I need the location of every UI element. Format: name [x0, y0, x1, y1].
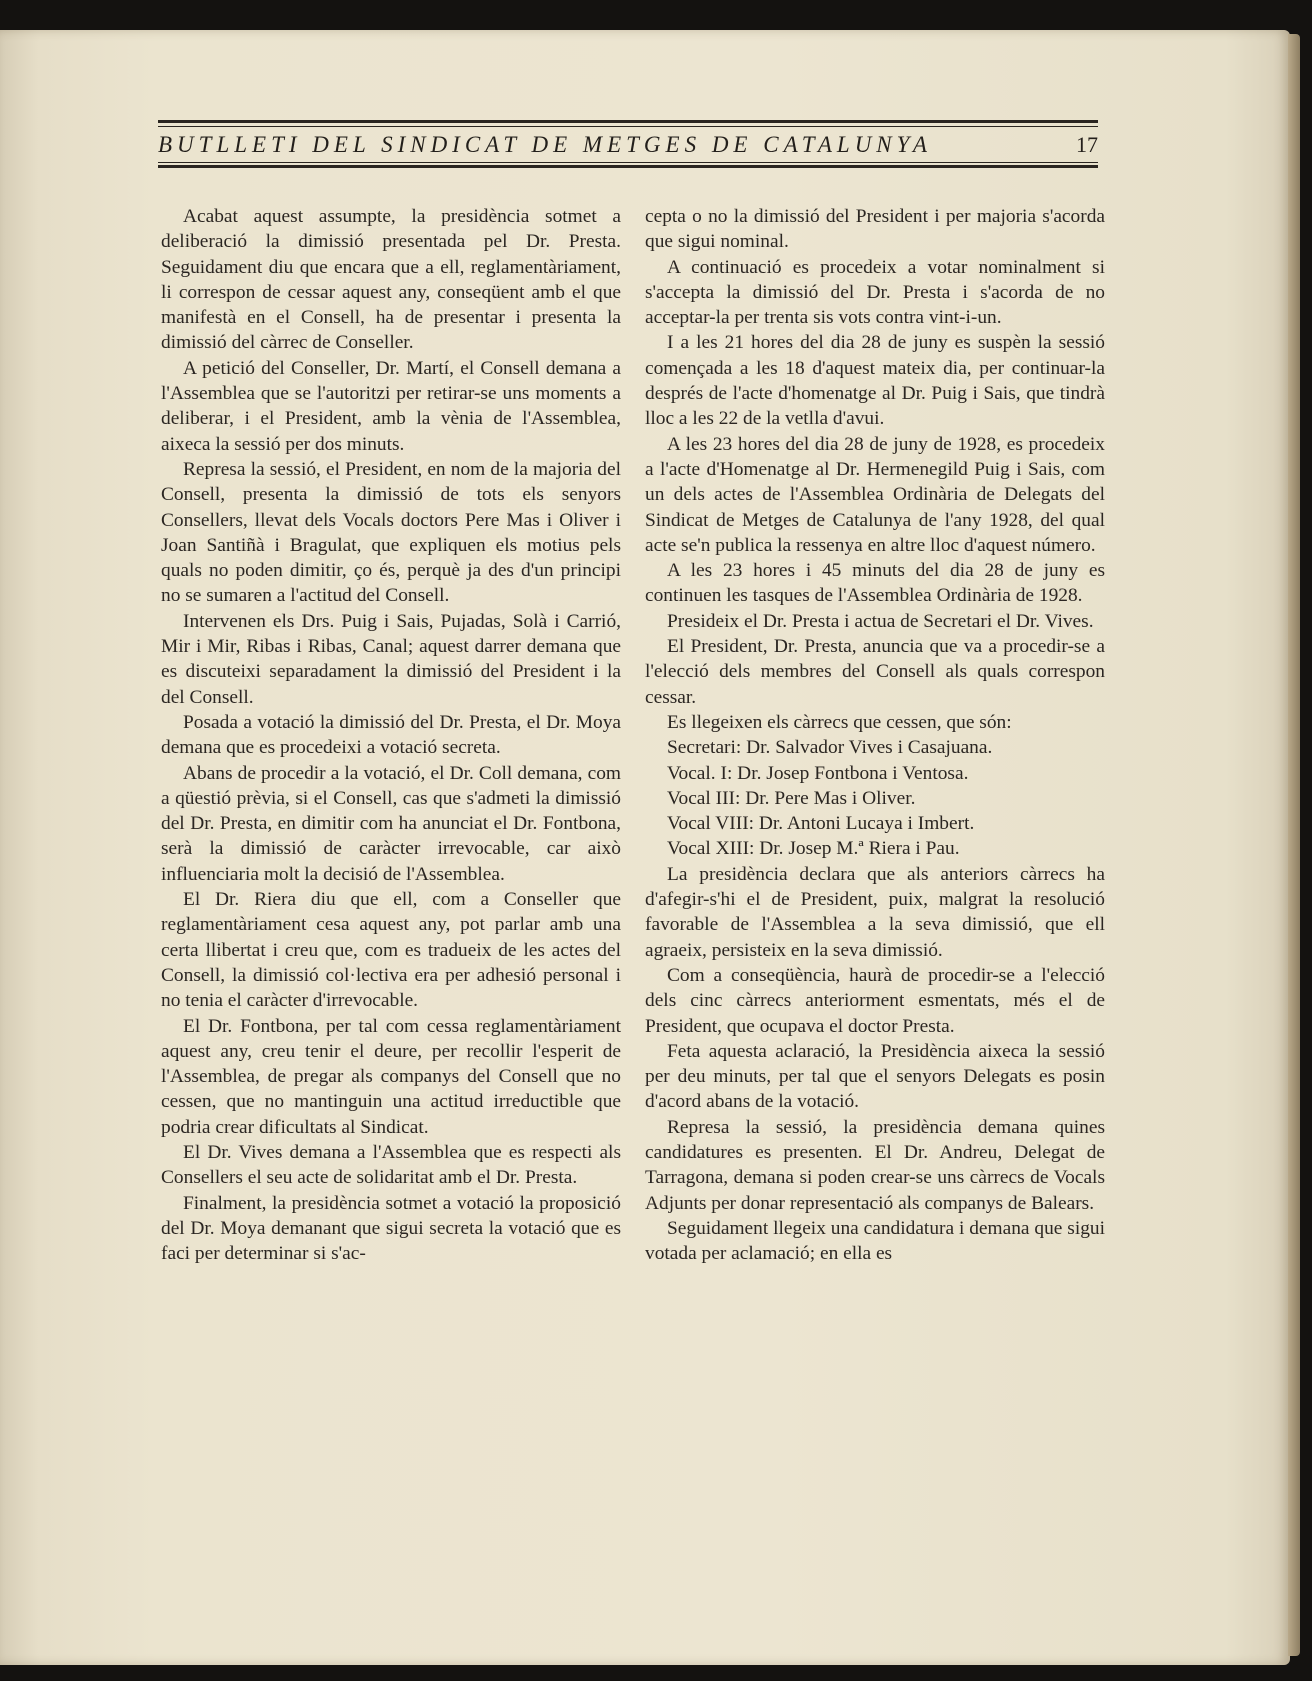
paragraph: Finalment, la presidència sotmet a votació la proposició del Dr. Moya demanant que sigui secreta la votació que es faci per determinar si s'ac-	[161, 1192, 621, 1265]
list-item: Secretari: Dr. Salvador Vives i Casajuana.	[667, 737, 993, 759]
paragraph: El President, Dr. Presta, anuncia que va a procedir-se a l'elecció dels membres del Consell als quals correspon cessar.	[645, 636, 1105, 708]
paragraph: El Dr. Fontbona, per tal com cessa reglamentàriament aquest any, creu tenir el deure, per recollir l'esperit de l'Assemblea, de pregar als companys del Consell que no cessen, que no mantinguin una actitud irreductible que podria crear dificultats al Sindicat.	[161, 1015, 621, 1138]
paragraph: Abans de procedir a la votació, el Dr. Coll demana, com a qüestió prèvia, si el Consell, cas que s'admeti la dimissió del Dr. Presta, en dimitir com ha anunciat el Dr. Fontbona, serà la dimissió de caràcter irrevocable, car això influenciaria molt la decisió de l'Assemblea.	[161, 762, 621, 885]
running-header	[158, 120, 1098, 168]
header-rule-bottom-thin	[158, 162, 1098, 163]
paragraph: Posada a votació la dimissió del Dr. Presta, el Dr. Moya demana que es procedeixi a votació secreta.	[161, 711, 621, 759]
paragraph-continuation: cepta o no la dimissió del President i per majoria s'acorda que sigui nominal.	[645, 206, 1105, 253]
paragraph: La presidència declara que als anteriors càrrecs ha d'afegir-s'hi el de President, puix, malgrat la resolució favorable de l'Assemblea a la seva dimissió, que ell agraeix, persisteix en la seva dimissió.	[645, 863, 1105, 961]
paragraph: A les 23 hores i 45 minuts del dia 28 de juny es continuen les tasques de l'Assemblea Ordinària de 1928.	[645, 560, 1105, 607]
paragraph: A petició del Conseller, Dr. Martí, el Consell demana a l'Assemblea que se l'autoritzi per retirar-se uns moments a deliberar, i el President, amb la vènia de l'Assemblea, aixeca la sessió per dos minuts.	[161, 357, 621, 455]
paragraph: Intervenen els Drs. Puig i Sais, Pujadas, Solà i Carrió, Mir i Mir, Ribas i Ribas, Canal; aquest darrer demana que es discuteixi separadament la dimissió del President i la del Consell.	[161, 610, 621, 708]
paragraph: El Dr. Vives demana a l'Assemblea que es respecti als Consellers el seu acte de solidaritat amb el Dr. Presta.	[161, 1141, 621, 1189]
left-column	[161, 204, 621, 1266]
journal-title: BUTLLETI DEL SINDICAT DE METGES DE CATALUNYA	[158, 132, 932, 157]
list-item: Vocal III: Dr. Pere Mas i Oliver.	[667, 787, 916, 809]
right-column	[645, 204, 1105, 1266]
page-number: 17	[1076, 132, 1098, 157]
paragraph: A continuació es procedeix a votar nominalment si s'accepta la dimissió del Dr. Presta i s'acorda de no acceptar-la per trenta sis vots contra vint-i-un.	[645, 256, 1105, 329]
paragraph: El Dr. Riera diu que ell, com a Conseller que reglamentàriament cesa aquest any, pot parlar amb una certa llibertat i creu que, com es tradueix de les actes del Consell, la dimissió col·lectiva era per adhesió personal i no tenia el caràcter d'irrevocable.	[161, 889, 621, 1012]
page-edge	[1288, 34, 1300, 1656]
paragraph: A les 23 hores del dia 28 de juny de 1928, es procedeix a l'acte d'Homenatge al Dr. Hermenegild Puig i Sais, com un dels actes de l'Assemblea Ordinària de Delegats del Sindicat de Metges de Catalunya de l'any 1928, del qual acte se'n publica la ressenya en altre lloc d'aquest número.	[645, 433, 1105, 556]
list-item: Vocal VIII: Dr. Antoni Lucaya i Imbert.	[667, 813, 975, 835]
list-item: Vocal. I: Dr. Josep Fontbona i Ventosa.	[667, 762, 969, 784]
list-item: Vocal XIII: Dr. Josep M.ª Riera i Pau.	[667, 838, 960, 860]
paragraph: Acabat aquest assumpte, la presidència sotmet a deliberació la dimissió presentada pel Dr. Presta. Seguidament diu que encara que a ell, reglamentàriament, li correspon de cessar aquest any, conseqüent amb el que manifestà en el Consell, ha de presentar i presenta la dimissió del càrrec de Conseller.	[161, 206, 621, 354]
paragraph: Com a conseqüència, haurà de procedir-se a l'elecció dels cinc càrrecs anteriorment esmentats, més el de President, que ocupava el doctor Presta.	[645, 964, 1105, 1037]
paragraph: Represa la sessió, la presidència demana quines candidatures es presenten. El Dr. Andreu, Delegat de Tarragona, demana si poden crear-se uns càrrecs de Vocals Adjunts per donar representació als companys de Balears.	[645, 1116, 1105, 1214]
header-rule-bottom	[158, 165, 1098, 168]
paragraph: Presideix el Dr. Presta i actua de Secretari el Dr. Vives.	[667, 610, 1094, 632]
paragraph: Es llegeixen els càrrecs que cessen, que són:	[667, 711, 1012, 733]
paragraph: Seguidament llegeix una candidatura i demana que sigui votada per aclamació; en ella es	[645, 1217, 1105, 1265]
paragraph: I a les 21 hores del dia 28 de juny es suspèn la sessió començada a les 18 d'aquest mateix dia, per continuar-la després de l'acte d'homenatge al Dr. Puig i Sais, que tindrà lloc a les 22 de la vetlla d'avui.	[645, 332, 1105, 430]
paragraph: Feta aquesta aclaració, la Presidència aixeca la sessió per deu minuts, per tal que el senyors Delegats es posin d'acord abans de la votació.	[645, 1040, 1105, 1113]
header-rule-top-thin	[158, 126, 1098, 127]
paragraph: Represa la sessió, el President, en nom de la majoria del Consell, presenta la dimissió de tots els senyors Consellers, llevat dels Vocals doctors Pere Mas i Oliver i Joan Santiñà i Bragulat, que expliquen els motius pels quals no poden dimitir, ço és, perquè ja des d'un principi no se sumaren a l'actitud del Consell.	[161, 458, 621, 607]
header-rule-top	[158, 120, 1098, 123]
